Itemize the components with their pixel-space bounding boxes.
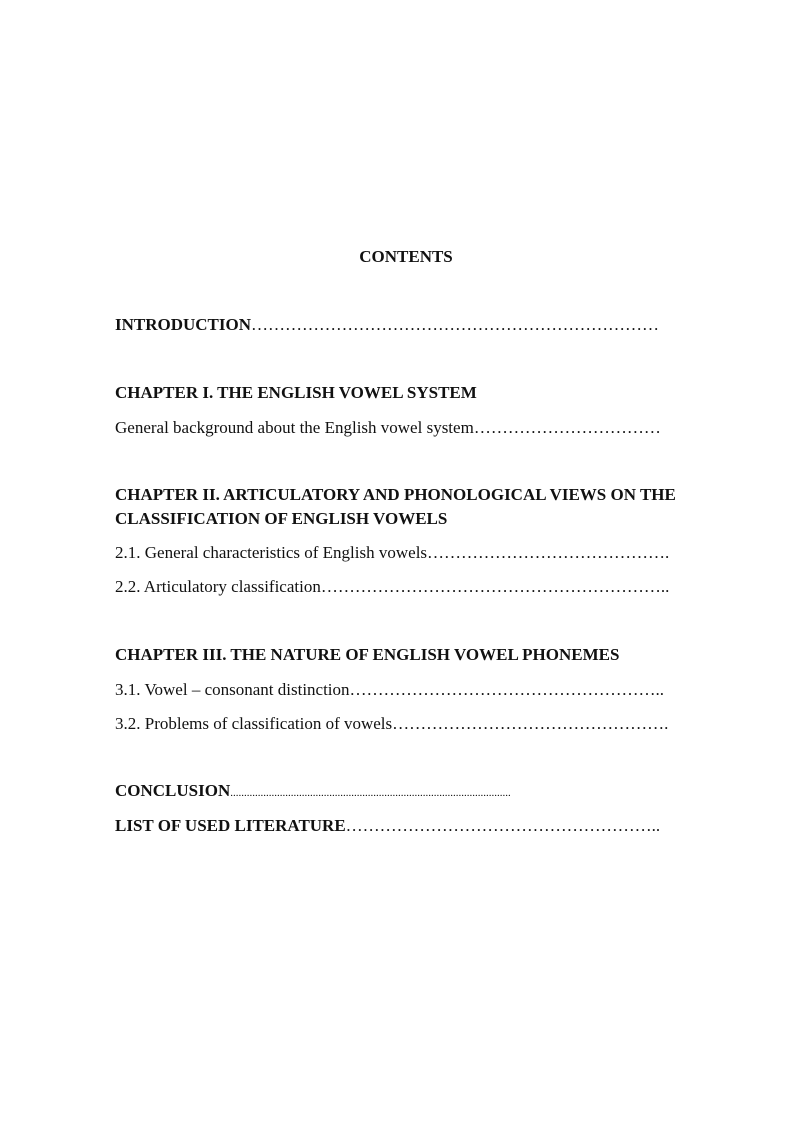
toc-entry-literature bbox=[115, 815, 660, 837]
toc-entry-2-2 bbox=[115, 576, 669, 598]
toc-leader-dots: ……………………………………. bbox=[427, 543, 670, 562]
toc-entry-label: 3.1. Vowel – consonant distinction bbox=[115, 680, 350, 699]
toc-entry-label: 3.2. Problems of classification of vowels bbox=[115, 714, 393, 733]
toc-leader-dots: ...................................................................................................... bbox=[230, 787, 511, 799]
toc-entry-conclusion bbox=[115, 780, 511, 804]
toc-entry-label: INTRODUCTION bbox=[115, 315, 252, 334]
toc-leader-dots: ……………………………………………………………… bbox=[251, 315, 660, 334]
chapter-2-heading-line-2: CLASSIFICATION OF ENGLISH VOWELS bbox=[115, 509, 448, 528]
contents-title: CONTENTS bbox=[359, 247, 453, 266]
toc-entry-general-background bbox=[115, 417, 661, 439]
chapter-2-heading-line-1: CHAPTER II. ARTICULATORY AND PHONOLOGICAL VIEWS ON THE bbox=[115, 485, 676, 504]
toc-entry-label: General background about the English vowel system bbox=[115, 418, 474, 437]
toc-leader-dots: ……………………………………………….. bbox=[349, 680, 665, 699]
toc-entry-3-2 bbox=[115, 713, 668, 735]
toc-entry-3-1 bbox=[115, 679, 664, 701]
toc-entry-introduction bbox=[115, 314, 659, 336]
chapter-1-heading: CHAPTER I. THE ENGLISH VOWEL SYSTEM bbox=[115, 383, 477, 402]
toc-entry-label: 2.1. General characteristics of English vowels bbox=[115, 543, 428, 562]
chapter-3-heading: CHAPTER III. THE NATURE OF ENGLISH VOWEL PHONEMES bbox=[115, 645, 620, 664]
toc-leader-dots: …………………………… bbox=[473, 418, 661, 437]
toc-entry-label: CONCLUSION bbox=[115, 781, 231, 800]
toc-entry-2-1 bbox=[115, 542, 669, 564]
toc-leader-dots: …………………………………………. bbox=[392, 714, 669, 733]
toc-leader-dots: ……………………………………………….. bbox=[345, 816, 661, 835]
toc-leader-dots: …………………………………………………….. bbox=[320, 577, 670, 596]
toc-entry-label: 2.2. Articulatory classification bbox=[115, 577, 321, 596]
toc-entry-label: LIST OF USED LITERATURE bbox=[115, 816, 346, 835]
